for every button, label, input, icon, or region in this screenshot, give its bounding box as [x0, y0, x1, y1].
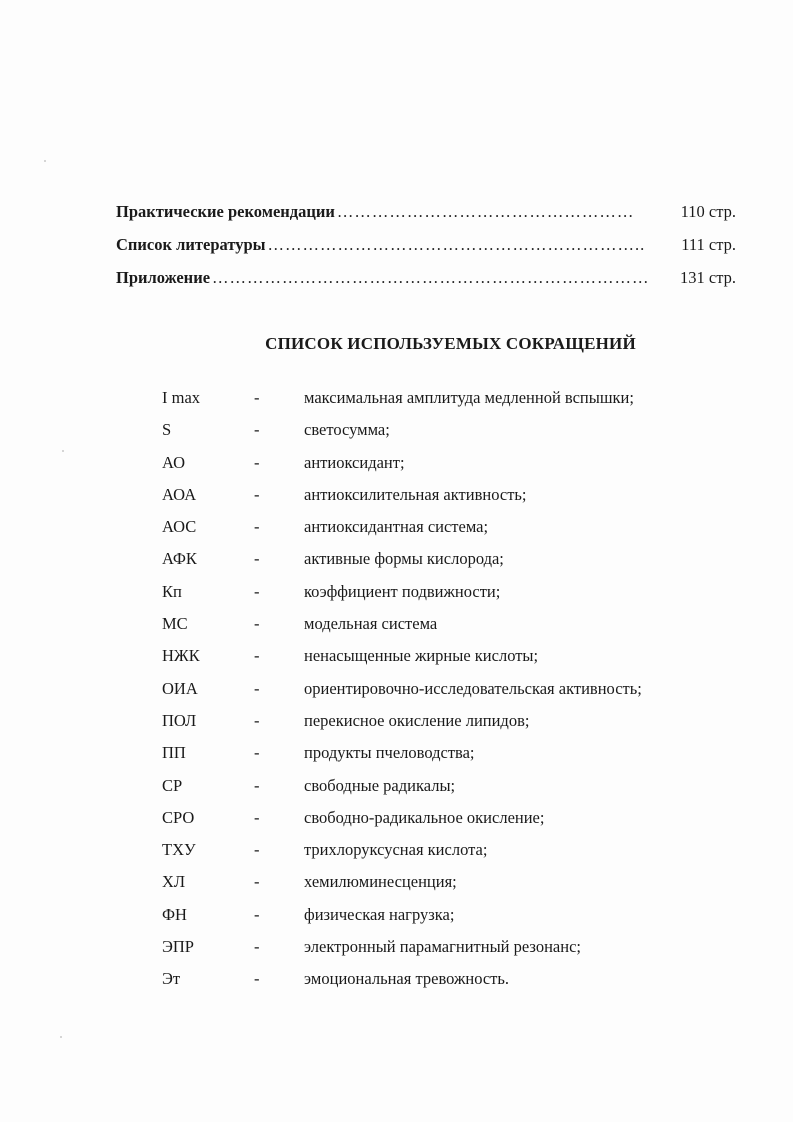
abbreviation-term: I max	[162, 388, 201, 407]
abbreviation-dash: -	[254, 904, 260, 924]
toc-row	[116, 268, 736, 301]
abbreviation-row	[162, 449, 762, 481]
abbreviation-row	[162, 739, 762, 771]
toc-page: 131 стр.	[680, 268, 736, 287]
abbreviation-row	[162, 610, 762, 642]
abbreviation-dash: -	[254, 646, 260, 666]
abbreviation-definition: ненасыщенные жирные кислоты;	[304, 646, 539, 666]
abbreviation-definition: светосумма;	[304, 420, 390, 440]
abbreviation-dash: -	[254, 517, 260, 537]
abbreviation-term: ЭПР	[162, 937, 194, 957]
abbreviation-term: АОС	[162, 517, 197, 537]
abbreviation-term: ТХУ	[162, 840, 196, 860]
abbreviation-definition: эмоциональная тревожность.	[304, 969, 510, 989]
abbreviation-definition: свободные радикалы;	[304, 775, 456, 795]
abbreviation-term: S	[162, 420, 172, 440]
abbreviation-term: ПП	[162, 743, 186, 763]
scan-speck	[44, 160, 46, 162]
abbreviation-row	[162, 578, 762, 610]
toc-label: Приложение	[116, 268, 211, 287]
abbreviation-dash: -	[254, 775, 260, 795]
abbreviation-definition: электронный парамагнитный резонанс;	[304, 937, 581, 957]
abbreviation-row	[162, 868, 762, 900]
abbreviation-definition: активные формы кислорода;	[304, 549, 504, 569]
abbreviation-dash: -	[254, 969, 260, 989]
abbreviation-term: НЖК	[162, 646, 200, 666]
abbreviation-row	[162, 965, 762, 997]
abbreviation-term: Кп	[162, 581, 182, 601]
abbreviation-definition: максимальная амплитуда медленной вспышки;	[304, 388, 634, 407]
abbreviation-row	[162, 513, 762, 545]
abbreviation-dash: -	[254, 452, 260, 472]
abbreviation-term: ФН	[162, 904, 187, 924]
abbreviation-definition: свободно-радикальное окисление;	[304, 807, 545, 827]
abbreviation-row	[162, 804, 762, 836]
scan-speck	[62, 450, 64, 452]
abbreviation-term: СР	[162, 775, 183, 795]
abbreviation-row	[162, 481, 762, 513]
abbreviation-dash: -	[254, 743, 260, 763]
abbreviation-term: МС	[162, 614, 188, 634]
abbreviation-term: ПОЛ	[162, 710, 197, 730]
abbreviation-term: СРО	[162, 807, 195, 827]
abbreviation-definition: коэффициент подвижности;	[304, 581, 501, 601]
table-of-contents	[116, 202, 736, 301]
abbreviation-dash: -	[254, 872, 260, 892]
abbreviation-dash: -	[254, 420, 260, 440]
toc-label: Список литературы	[116, 235, 266, 254]
abbreviation-dash: -	[254, 710, 260, 730]
abbreviation-term: ОИА	[162, 678, 198, 698]
abbreviation-definition: трихлоруксусная кислота;	[304, 840, 488, 860]
abbreviation-dash: -	[254, 388, 260, 407]
toc-row	[116, 235, 736, 268]
scan-speck	[60, 1036, 62, 1038]
abbreviation-definition: антиоксилительная активность;	[304, 484, 527, 504]
section-heading-text: СПИСОК ИСПОЛЬЗУЕМЫХ СОКРАЩЕНИЙ	[265, 334, 636, 353]
toc-page: 110 стр.	[680, 202, 736, 221]
toc-row	[116, 202, 736, 235]
abbreviation-row	[162, 675, 762, 707]
abbreviation-row	[162, 642, 762, 674]
abbreviation-term: АФК	[162, 549, 197, 569]
abbreviation-term: АОА	[162, 484, 197, 504]
abbreviation-term: ХЛ	[162, 872, 186, 892]
abbreviation-dash: -	[254, 581, 260, 601]
abbreviation-term: АО	[162, 452, 186, 472]
toc-page: 111 стр.	[681, 235, 736, 254]
toc-leader: …………………………………………………………………	[212, 268, 650, 287]
abbreviation-dash: -	[254, 678, 260, 698]
abbreviation-row	[162, 707, 762, 739]
abbreviation-row	[162, 772, 762, 804]
abbreviation-row	[162, 933, 762, 965]
abbreviation-dash: -	[254, 807, 260, 827]
abbreviation-dash: -	[254, 484, 260, 504]
abbreviation-row	[162, 384, 762, 416]
abbreviation-dash: -	[254, 840, 260, 860]
toc-leader: ………………………………………………………..	[267, 235, 646, 254]
toc-label: Практические рекомендации	[116, 202, 335, 221]
abbreviation-dash: -	[254, 937, 260, 957]
abbreviation-list	[162, 384, 762, 998]
abbreviation-definition: физическая нагрузка;	[304, 904, 455, 924]
abbreviation-row	[162, 901, 762, 933]
abbreviation-term: Эт	[162, 969, 181, 989]
section-heading	[0, 334, 793, 354]
abbreviation-definition: хемилюминесценция;	[304, 872, 457, 892]
abbreviation-definition: перекисное окисление липидов;	[304, 710, 530, 730]
abbreviation-dash: -	[254, 549, 260, 569]
abbreviation-row	[162, 836, 762, 868]
abbreviation-definition: ориентировочно-исследовательская активность;	[304, 678, 642, 698]
abbreviation-definition: антиоксидант;	[304, 452, 405, 472]
abbreviation-definition: модельная система	[304, 614, 438, 634]
toc-leader: ……………………………………………	[336, 202, 635, 221]
abbreviation-row	[162, 416, 762, 448]
abbreviation-dash: -	[254, 614, 260, 634]
abbreviation-definition: продукты пчеловодства;	[304, 743, 475, 763]
abbreviation-row	[162, 545, 762, 577]
abbreviation-definition: антиоксидантная система;	[304, 517, 489, 537]
